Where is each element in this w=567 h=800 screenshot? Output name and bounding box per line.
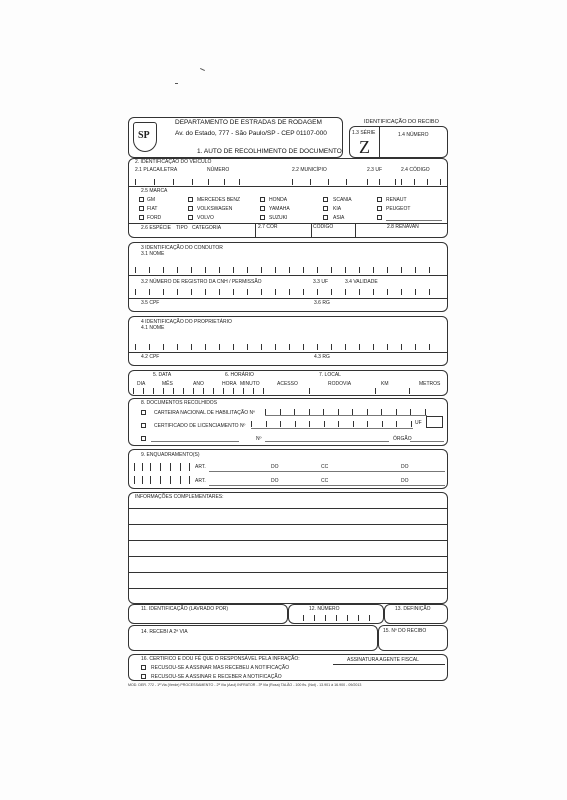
char-tick: [303, 267, 304, 273]
char-tick: [266, 421, 267, 427]
char-tick: [401, 267, 402, 273]
rodovia-label: RODOVIA: [328, 381, 352, 387]
brand-label: PEUGEOT: [386, 206, 411, 212]
char-tick: [373, 344, 374, 350]
opt1-label: RECUSOU-SE A ASSINAR MAS RECEBEU A NOTIFICAÇÃO: [151, 665, 290, 671]
lavrado-label: 11. IDENTIFICAÇÃO (LAVRADO POR): [141, 606, 229, 612]
documents-section-title: 8. DOCUMENTOS RECOLHIDOS: [141, 400, 218, 406]
char-tick: [353, 421, 354, 427]
char-tick: [261, 344, 262, 350]
scan-speck: [175, 83, 178, 84]
char-tick: [135, 267, 136, 273]
brand-label: SUZUKI: [269, 215, 288, 221]
brand-label: HONDA: [269, 197, 288, 203]
recibo-box: [378, 625, 448, 651]
char-tick: [331, 344, 332, 350]
char-tick: [219, 267, 220, 273]
recebi-box: [128, 625, 378, 651]
char-tick: [382, 421, 383, 427]
char-tick: [205, 344, 206, 350]
department-name: DEPARTAMENTO DE ESTRADAS DE RODAGEM: [175, 119, 322, 126]
ano-label: ANO: [193, 381, 204, 387]
char-tick: [324, 421, 325, 427]
char-tick: [280, 421, 281, 427]
serie-label: 1.3 SÉRIE: [352, 130, 376, 136]
char-tick: [331, 267, 332, 273]
data-label: 5. DATA: [153, 372, 172, 378]
char-tick: [415, 344, 416, 350]
enq-cc-label: CC: [321, 478, 329, 484]
char-tick: [359, 344, 360, 350]
char-tick: [191, 267, 192, 273]
brand-checkbox[interactable]: [139, 206, 144, 211]
char-tick: [163, 344, 164, 350]
serie-value: Z: [359, 137, 370, 157]
km-label: KM: [381, 381, 389, 387]
validade-label: 3.4 VALIDADE: [345, 279, 378, 285]
brand-label: ASIA: [333, 215, 345, 221]
brand-label: FORD: [147, 215, 162, 221]
char-tick: [295, 421, 296, 427]
char-tick: [163, 267, 164, 273]
brand-checkbox[interactable]: [323, 206, 328, 211]
char-tick: [177, 289, 178, 295]
char-tick: [411, 421, 412, 427]
brand-checkbox[interactable]: [260, 215, 265, 220]
char-tick: [387, 289, 388, 295]
char-tick: [135, 344, 136, 350]
brand-checkbox[interactable]: [188, 197, 193, 202]
char-tick: [149, 289, 150, 295]
brand-checkbox[interactable]: [377, 206, 382, 211]
acesso-label: ACESSO: [277, 381, 298, 387]
documents-section: [128, 398, 448, 446]
doc-uf-label: UF: [415, 420, 422, 426]
character-boxes[interactable]: [129, 344, 449, 350]
certifico-label: 16. CERTIFICO E DOU FÉ QUE O RESPONSÁVEL PELA INFRAÇÃO:: [141, 656, 300, 662]
numero-label: NÚMERO: [207, 167, 230, 173]
brand-checkbox[interactable]: [139, 197, 144, 202]
refused-not-received-checkbox[interactable]: [141, 674, 146, 679]
char-tick: [338, 421, 339, 427]
datetime-section: [128, 370, 448, 396]
brand-checkbox[interactable]: [323, 215, 328, 220]
char-tick: [429, 344, 430, 350]
brand-checkbox[interactable]: [188, 206, 193, 211]
brand-checkbox[interactable]: [377, 197, 382, 202]
receipt-id-label: IDENTIFICAÇÃO DO RECIBO: [364, 119, 439, 125]
brand-checkbox[interactable]: [377, 215, 382, 220]
enq-art-label: ART.: [195, 478, 206, 484]
other-doc-checkbox[interactable]: [141, 436, 146, 441]
char-tick: [247, 267, 248, 273]
mes-label: MÊS: [162, 381, 173, 387]
char-tick: [401, 344, 402, 350]
char-tick: [401, 289, 402, 295]
cor-label: 2.7 COR: [258, 224, 278, 230]
char-tick: [251, 421, 252, 427]
brand-checkbox[interactable]: [260, 197, 265, 202]
enquadramento-section: [128, 449, 448, 489]
char-tick: [247, 289, 248, 295]
brand-other-line[interactable]: [386, 220, 442, 221]
owner-rg-label: 4.3 RG: [314, 354, 330, 360]
char-tick: [387, 344, 388, 350]
cor-codigo-label: CÓDIGO: [313, 224, 334, 230]
brand-checkbox[interactable]: [188, 215, 193, 220]
owner-section: [128, 316, 448, 366]
char-tick: [415, 267, 416, 273]
especie-label: 2.6 ESPÉCIE: [141, 225, 172, 231]
refused-received-checkbox[interactable]: [141, 665, 146, 670]
driver-section-title: 3 IDENTIFICAÇÃO DO CONDUTOR: [141, 245, 223, 251]
complementares-section: [128, 492, 448, 604]
char-tick: [317, 267, 318, 273]
recebi-label: 14. RECEBI A 2ª VIA: [141, 629, 188, 635]
codigo-label: 2.4 CÓDIGO: [401, 167, 430, 173]
brand-label: VOLVO: [197, 215, 214, 221]
brand-checkbox[interactable]: [323, 197, 328, 202]
character-boxes[interactable]: [129, 421, 449, 427]
char-tick: [331, 289, 332, 295]
char-tick: [429, 289, 430, 295]
char-tick: [275, 267, 276, 273]
enq-art-label: ART.: [195, 464, 206, 470]
char-tick: [317, 344, 318, 350]
char-tick: [345, 344, 346, 350]
char-tick: [359, 267, 360, 273]
char-tick: [289, 289, 290, 295]
scan-speck: [200, 68, 205, 71]
receipt-box: [349, 126, 448, 158]
brand-label: KIA: [333, 206, 342, 212]
char-tick: [135, 289, 136, 295]
municipio-label: 2.2 MUNICÍPIO: [292, 167, 327, 173]
vehicle-section: [128, 158, 448, 238]
char-tick: [345, 267, 346, 273]
char-tick: [177, 267, 178, 273]
doc-no-label: Nº: [256, 436, 262, 442]
hora-label: HORA: [222, 381, 237, 387]
metros-label: METROS: [419, 381, 441, 387]
enq-do-label: DO: [271, 464, 279, 470]
enquadramento-title: 9. ENQUADRAMENTO(S): [141, 452, 200, 458]
enq-do-label: DO: [271, 478, 279, 484]
cnh-label: 3.2 NÚMERO DE REGISTRO DA CNH / PERMISSÃO: [141, 279, 262, 285]
char-tick: [163, 289, 164, 295]
definicao-label: 13. DEFINIÇÃO: [395, 606, 431, 612]
crlv-doc-label: CERTIFICADO DE LICENCIAMENTO Nº: [154, 423, 246, 429]
form-title: 1. AUTO DE RECOLHIMENTO DE DOCUMENTO: [197, 148, 342, 155]
character-boxes[interactable]: [129, 289, 449, 295]
char-tick: [387, 267, 388, 273]
owner-section-title: 4 IDENTIFICAÇÃO DO PROPRIETÁRIO: [141, 319, 232, 325]
driver-cpf-label: 3.5 CPF: [141, 300, 160, 306]
certifico-box: [128, 654, 448, 681]
character-boxes[interactable]: [129, 267, 449, 273]
placa-label: 2.1 PLACA/LETRA: [135, 167, 178, 173]
opt2-label: RECUSOU-SE A ASSINAR E RECEBER A NOTIFICAÇÃO: [151, 674, 282, 680]
orgao-label: ÓRGÃO: [393, 436, 412, 442]
footer-numero-label: 12. NÚMERO: [309, 606, 340, 612]
department-address: Av. do Estado, 777 - São Paulo/SP - CEP 01107-000: [175, 130, 327, 137]
char-tick: [429, 267, 430, 273]
vehicle-section-title: 2. IDENTIFICAÇÃO DO VEÍCULO: [135, 159, 212, 165]
char-tick: [191, 344, 192, 350]
driver-section: [128, 242, 448, 312]
categoria-label: CATEGORIA: [192, 225, 222, 231]
dia-label: DIA: [137, 381, 146, 387]
driver-rg-label: 3.6 RG: [314, 300, 330, 306]
lavrado-box: [128, 604, 288, 624]
assinatura-label: ASSINATURA AGENTE FISCAL: [347, 657, 419, 663]
renavan-label: 2.8 RENAVAN: [387, 224, 419, 230]
print-imprint: MOD. DER. 772 - 1ª Via (Verde) PROCESSAMENTO - 2ª Via (Azul) INFRATOR - 3ª Via (Rosa) TALÃO - 100 fls. (Not) - 13.901 à 16.900 - 09/2013: [128, 683, 362, 687]
char-tick: [233, 344, 234, 350]
sp-logo: [133, 122, 157, 152]
minuto-label: MINUTO: [240, 381, 260, 387]
brand-checkbox[interactable]: [260, 206, 265, 211]
complementares-title: INFORMAÇÕES COMPLEMENTARES:: [135, 494, 224, 500]
numero-label: 1.4 NÚMERO: [398, 132, 429, 138]
char-tick: [289, 344, 290, 350]
enq-do-label: DO: [401, 464, 409, 470]
brand-checkbox[interactable]: [139, 215, 144, 220]
char-tick: [191, 289, 192, 295]
char-tick: [359, 289, 360, 295]
char-tick: [233, 289, 234, 295]
doc-uf-box[interactable]: [426, 416, 443, 428]
owner-cpf-label: 4.2 CPF: [141, 354, 160, 360]
char-tick: [219, 289, 220, 295]
brand-label: VOLKSWAGEN: [197, 206, 233, 212]
char-tick: [289, 267, 290, 273]
char-tick: [247, 344, 248, 350]
char-tick: [303, 344, 304, 350]
char-tick: [309, 421, 310, 427]
char-tick: [275, 289, 276, 295]
owner-name-label: 4.1 NOME: [141, 325, 165, 331]
char-tick: [396, 421, 397, 427]
char-tick: [177, 344, 178, 350]
char-tick: [415, 289, 416, 295]
brand-label: GM: [147, 197, 156, 203]
brand-label: YAMAHA: [269, 206, 290, 212]
char-tick: [149, 267, 150, 273]
brand-label: FIAT: [147, 206, 158, 212]
char-tick: [303, 289, 304, 295]
char-tick: [149, 344, 150, 350]
char-tick: [219, 344, 220, 350]
header-box: [128, 117, 343, 158]
char-tick: [205, 289, 206, 295]
brand-label: RENAUT: [386, 197, 407, 203]
logo-text: SP: [138, 130, 150, 141]
document-form: [128, 117, 448, 683]
brand-label: MERCEDES BENZ: [197, 197, 241, 203]
horario-label: 6. HORÁRIO: [225, 372, 254, 378]
char-tick: [317, 289, 318, 295]
uf-label: 2.3 UF: [367, 167, 383, 173]
char-tick: [373, 267, 374, 273]
brand-label: SCANIA: [333, 197, 352, 203]
numero-box: [288, 604, 384, 624]
driver-uf-label: 3.3 UF: [313, 279, 329, 285]
definicao-box: [384, 604, 448, 624]
char-tick: [261, 289, 262, 295]
marca-label: 2.5 MARCA: [141, 188, 168, 194]
enq-cc-label: CC: [321, 464, 329, 470]
char-tick: [261, 267, 262, 273]
driver-name-label: 3.1 NOME: [141, 251, 165, 257]
recibo-label: 15. Nº DO RECIBO: [383, 628, 427, 634]
char-tick: [345, 289, 346, 295]
enq-do-label: DO: [401, 478, 409, 484]
char-tick: [373, 289, 374, 295]
tipo-label: TIPO: [176, 225, 188, 231]
char-tick: [367, 421, 368, 427]
char-tick: [233, 267, 234, 273]
cnh-doc-label: CARTEIRA NACIONAL DE HABILITAÇÃO Nº: [154, 410, 255, 416]
char-tick: [275, 344, 276, 350]
local-label: 7. LOCAL: [319, 372, 341, 378]
char-tick: [205, 267, 206, 273]
